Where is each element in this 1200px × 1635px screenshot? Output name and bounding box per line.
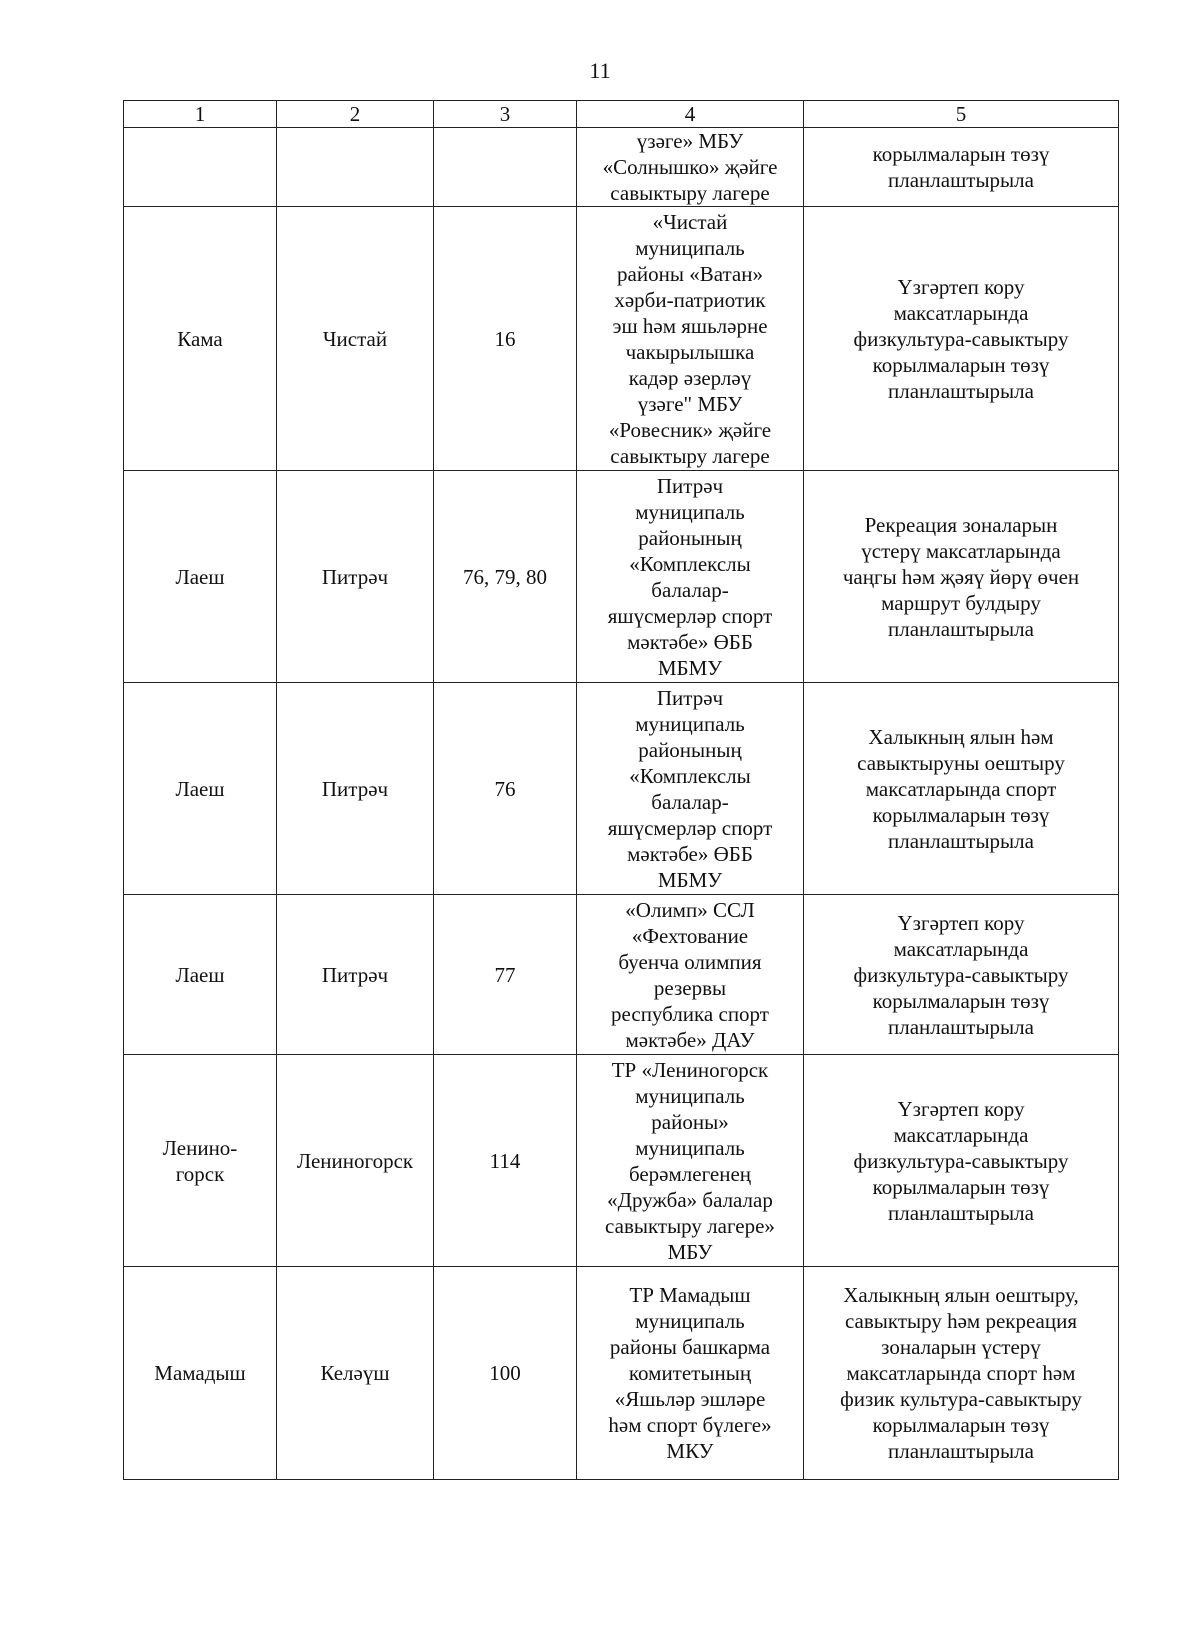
number-cell: 16 [434,207,577,471]
organization-cell: «Чистай муниципаль районы «Ватан» хәрби-патриотик эш һәм яшьләрне чакырылышка кадәр әзерләү үзәге" МБУ «Ровесник» җәйге савыктыру лагере [577,207,804,471]
number-cell: 76, 79, 80 [434,471,577,683]
table-row [124,471,1119,683]
purpose-cell: Халыкның ялын һәм савыктыруны оештыру максатларында спорт корылмаларын төзү планлаштырыла [804,683,1119,895]
column-header: 2 [277,101,434,128]
region-cell: Мамадыш [124,1267,277,1480]
table-row [124,128,1119,207]
table-row [124,207,1119,471]
page-number: 11 [589,58,611,83]
district-cell: Питрәч [277,683,434,895]
data-table [123,100,1119,1480]
organization-cell: үзәге» МБУ «Солнышко» җәйге савыктыру лагере [577,128,804,207]
region-cell: Ленино- горск [124,1055,277,1267]
district-cell: Питрәч [277,895,434,1055]
organization-cell: ТР Мамадыш муниципаль районы башкарма комитетының «Яшьләр эшләре һәм спорт бүлеге» МКУ [577,1267,804,1480]
organization-cell: Питрәч муниципаль районының «Комплекслы балалар- яшүсмерләр спорт мәктәбе» ӨББ МБМУ [577,471,804,683]
region-cell: Лаеш [124,471,277,683]
number-cell: 100 [434,1267,577,1480]
number-cell: 77 [434,895,577,1055]
district-cell [277,128,434,207]
region-cell: Лаеш [124,683,277,895]
table-row [124,1267,1119,1480]
table-row [124,683,1119,895]
organization-cell: ТР «Лениногорск муниципаль районы» муниципаль берәмлегенең «Дружба» балалар савыктыру лагере» МБУ [577,1055,804,1267]
purpose-cell: Үзгәртеп кору максатларында физкультура-савыктыру корылмаларын төзү планлаштырыла [804,207,1119,471]
region-cell [124,128,277,207]
district-cell: Чистай [277,207,434,471]
table-row [124,1055,1119,1267]
region-cell: Кама [124,207,277,471]
purpose-cell: корылмаларын төзү планлаштырыла [804,128,1119,207]
column-header: 4 [577,101,804,128]
district-cell: Лениногорск [277,1055,434,1267]
district-cell: Келәүш [277,1267,434,1480]
number-cell [434,128,577,207]
number-cell: 114 [434,1055,577,1267]
organization-cell: «Олимп» ССЛ «Фехтование буенча олимпия резервы республика спорт мәктәбе» ДАУ [577,895,804,1055]
table-row [124,895,1119,1055]
purpose-cell: Үзгәртеп кору максатларында физкультура-савыктыру корылмаларын төзү планлаштырыла [804,1055,1119,1267]
table-header-row [124,101,1119,128]
number-cell: 76 [434,683,577,895]
organization-cell: Питрәч муниципаль районының «Комплекслы балалар- яшүсмерләр спорт мәктәбе» ӨББ МБМУ [577,683,804,895]
column-header: 1 [124,101,277,128]
region-cell: Лаеш [124,895,277,1055]
purpose-cell: Халыкның ялын оештыру, савыктыру һәм рекреация зоналарын үстерү максатларында спорт һәм физик культура-савыктыру корылмаларын төзү планлаштырыла [804,1267,1119,1480]
purpose-cell: Үзгәртеп кору максатларында физкультура-савыктыру корылмаларын төзү планлаштырыла [804,895,1119,1055]
column-header: 3 [434,101,577,128]
column-header: 5 [804,101,1119,128]
district-cell: Питрәч [277,471,434,683]
purpose-cell: Рекреация зоналарын үстерү максатларында чаңгы һәм җәяү йөрү өчен маршрут булдыру планлаштырыла [804,471,1119,683]
